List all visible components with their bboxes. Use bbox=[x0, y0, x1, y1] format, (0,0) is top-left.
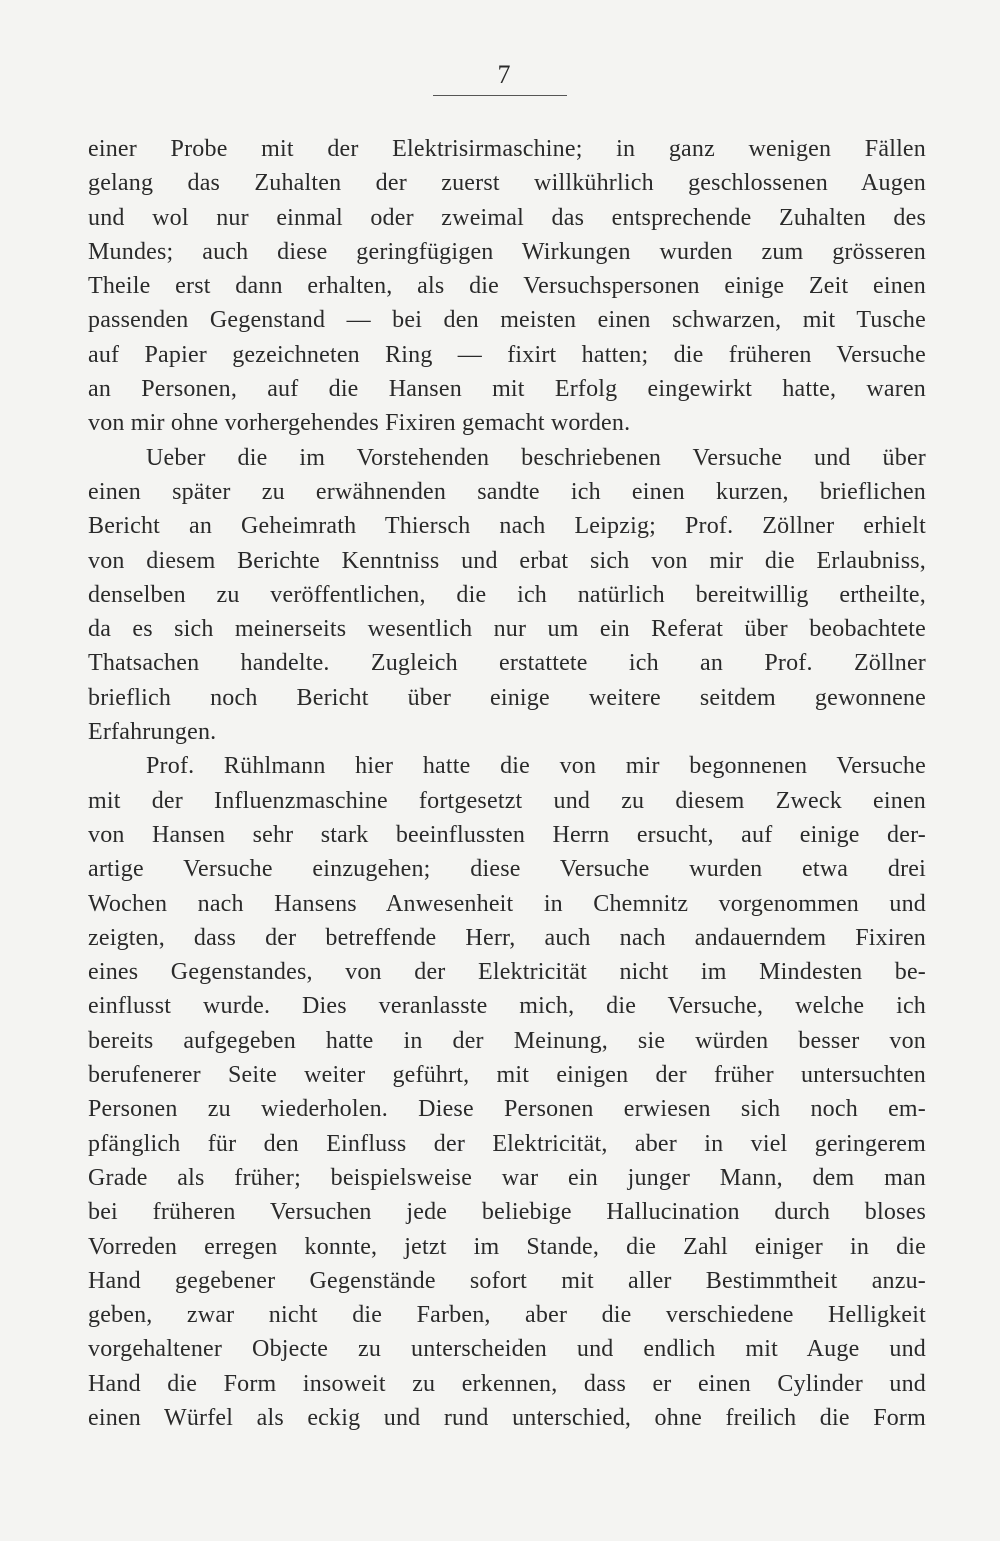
text-line: vorgehaltener Objecte zu unterscheiden und endlich mit Auge und bbox=[88, 1336, 926, 1363]
text-line: passenden Gegenstand — bei den meisten einen schwarzen, mit Tusche bbox=[88, 307, 926, 334]
text-line: Vorreden erregen konnte, jetzt im Stande, die Zahl einiger in die bbox=[88, 1233, 926, 1260]
text-line: von Hansen sehr stark beeinflussten Herrn ersucht, auf einige der- bbox=[88, 821, 926, 848]
text-line: einen später zu erwähnenden sandte ich einen kurzen, brieflichen bbox=[88, 478, 926, 505]
text-line: Theile erst dann erhalten, als die Versuchspersonen einige Zeit einen bbox=[88, 273, 926, 300]
text-line: und wol nur einmal oder zweimal das entsprechende Zuhalten des bbox=[88, 204, 926, 231]
text-line: bei früheren Versuchen jede beliebige Hallucination durch bloses bbox=[88, 1199, 926, 1226]
text-line: von diesem Berichte Kenntniss und erbat sich von mir die Erlaubniss, bbox=[88, 547, 926, 574]
text-line: Ueber die im Vorstehenden beschriebenen Versuche und über bbox=[146, 444, 926, 471]
text-line: Erfahrungen. bbox=[88, 719, 217, 746]
text-line: Hand gegebener Gegenstände sofort mit aller Bestimmtheit anzu- bbox=[88, 1267, 926, 1294]
text-line: denselben zu veröffentlichen, die ich natürlich bereitwillig ertheilte, bbox=[88, 581, 926, 608]
text-line: pfänglich für den Einfluss der Elektricität, aber in viel geringerem bbox=[88, 1130, 926, 1157]
text-line: auf Papier gezeichneten Ring — fixirt hatten; die früheren Versuche bbox=[88, 341, 926, 368]
text-line: einer Probe mit der Elektrisirmaschine; in ganz wenigen Fällen bbox=[88, 136, 926, 162]
text-line: berufenerer Seite weiter geführt, mit einigen der früher untersuchten bbox=[88, 1062, 926, 1089]
text-line: von mir ohne vorhergehendes Fixiren gemacht worden. bbox=[88, 410, 631, 437]
text-line: Hand die Form insoweit zu erkennen, dass er einen Cylinder und bbox=[88, 1370, 926, 1397]
text-line: Personen zu wiederholen. Diese Personen erwiesen sich noch em- bbox=[88, 1096, 926, 1123]
text-line: Wochen nach Hansens Anwesenheit in Chemnitz vorgenommen und bbox=[88, 890, 926, 917]
text-line: Bericht an Geheimrath Thiersch nach Leipzig; Prof. Zöllner erhielt bbox=[88, 513, 926, 540]
text-line: an Personen, auf die Hansen mit Erfolg eingewirkt hatte, waren bbox=[88, 376, 926, 403]
text-line: mit der Influenzmaschine fortgesetzt und zu diesem Zweck einen bbox=[88, 787, 926, 814]
text-line: Mundes; auch diese geringfügigen Wirkungen wurden zum grösseren bbox=[88, 238, 926, 265]
text-line: einen Würfel als eckig und rund unterschied, ohne freilich die Form bbox=[88, 1404, 926, 1431]
text-line: Prof. Rühlmann hier hatte die von mir begonnenen Versuche bbox=[146, 753, 926, 780]
text-line: gelang das Zuhalten der zuerst willkührlich geschlossenen Augen bbox=[88, 170, 926, 197]
body-text bbox=[88, 132, 926, 1435]
text-line: brieflich noch Bericht über einige weitere seitdem gewonnene bbox=[88, 684, 926, 711]
text-line: artige Versuche einzugehen; diese Versuche wurden etwa drei bbox=[88, 856, 926, 883]
text-line: da es sich meinerseits wesentlich nur um ein Referat über beobachtete bbox=[88, 616, 926, 643]
text-line: geben, zwar nicht die Farben, aber die verschiedene Helligkeit bbox=[88, 1302, 926, 1329]
text-line: Thatsachen handelte. Zugleich erstattete ich an Prof. Zöllner bbox=[88, 650, 926, 677]
text-line: Grade als früher; beispielsweise war ein junger Mann, dem man bbox=[88, 1164, 926, 1191]
header-rule bbox=[433, 95, 567, 96]
text-line: zeigten, dass der betreffende Herr, auch nach andauerndem Fixiren bbox=[88, 924, 926, 951]
text-line: bereits aufgegeben hatte in der Meinung, sie würden besser von bbox=[88, 1027, 926, 1054]
text-line: einflusst wurde. Dies veranlasste mich, die Versuche, welche ich bbox=[88, 993, 926, 1020]
text-line: eines Gegenstandes, von der Elektricität nicht im Mindesten be- bbox=[88, 959, 926, 986]
page-number: 7 bbox=[497, 60, 511, 89]
